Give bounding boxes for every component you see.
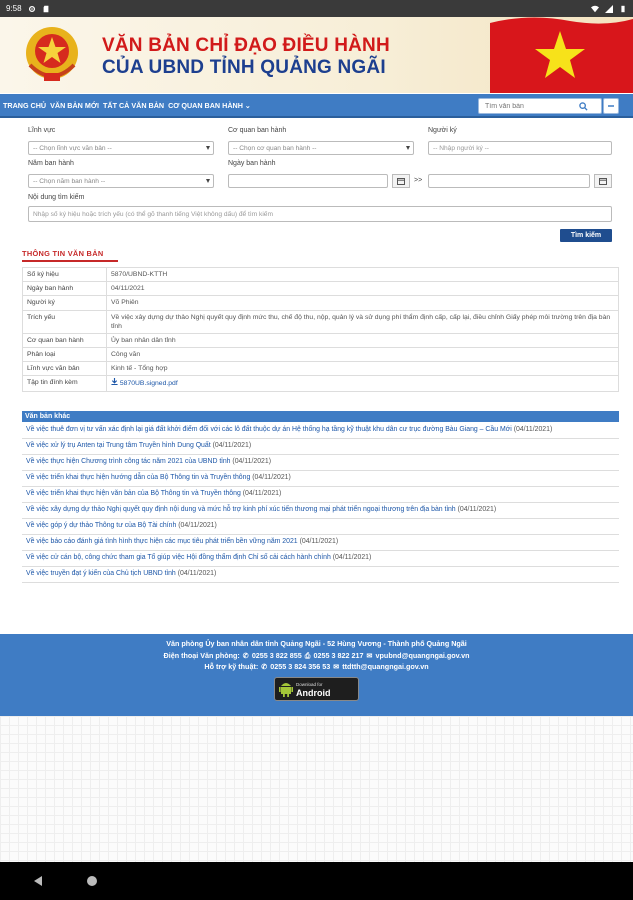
nav-home[interactable]: TRANG CHỦ: [3, 100, 47, 110]
field-label-linh-vuc: Lĩnh vực: [28, 127, 56, 134]
search-input[interactable]: [479, 103, 579, 110]
envelope-icon: ✉: [333, 662, 340, 671]
row-key: Tập tin đính kèm: [23, 376, 107, 391]
row-key: Cơ quan ban hành: [23, 333, 107, 347]
table-row: [23, 376, 619, 391]
list-item[interactable]: [22, 535, 619, 551]
table-row: [23, 310, 619, 333]
row-key: Người ký: [23, 296, 107, 310]
row-key: Trích yếu: [23, 310, 107, 333]
menu-toggle-button[interactable]: [603, 98, 619, 114]
co-quan-select[interactable]: [228, 141, 414, 155]
footer-contact-row: [0, 650, 633, 662]
field-label-nam: Năm ban hành: [28, 160, 74, 167]
envelope-icon: ✉: [366, 650, 373, 660]
list-item[interactable]: [22, 423, 619, 439]
calendar-icon: [599, 177, 607, 185]
nav-issuing-agency[interactable]: [168, 101, 251, 110]
footer-phone[interactable]: 0255 3 822 855: [251, 650, 302, 660]
minus-icon: [607, 102, 615, 110]
row-value: 5870/UBND-KTTH: [107, 268, 619, 282]
banner-title-line2: CỦA UBND TỈNH QUẢNG NGÃI: [102, 57, 386, 78]
field-label-co-quan: Cơ quan ban hành: [228, 127, 287, 134]
nav-new-docs[interactable]: VĂN BẢN MỚI: [50, 100, 99, 110]
row-key: Số ký hiệu: [23, 268, 107, 282]
row-value: Ủy ban nhân dân tỉnh: [107, 333, 619, 347]
row-key: Ngày ban hành: [23, 282, 107, 296]
banner-title-line1: VĂN BẢN CHỈ ĐẠO ĐIỀU HÀNH: [102, 35, 390, 56]
doc-info-table: [22, 267, 619, 392]
badge-small-text: Download for: [296, 681, 323, 687]
doc-date: (04/11/2021): [178, 521, 217, 529]
cellular-icon: [605, 5, 613, 13]
attachment-filename: 5870UB.signed.pdf: [119, 380, 178, 388]
status-bar: [0, 0, 633, 17]
list-item[interactable]: [22, 551, 619, 567]
row-key: Phân loại: [23, 348, 107, 362]
calendar-icon: [397, 177, 405, 185]
doc-date: (04/11/2021): [332, 553, 372, 561]
dropdown-arrow-icon: [206, 179, 210, 183]
phone-icon: ✆: [261, 662, 268, 671]
dropdown-arrow-icon: [406, 146, 410, 150]
list-item[interactable]: [22, 471, 619, 487]
date-from-input[interactable]: [228, 174, 388, 188]
section-title-doc-info: THÔNG TIN VĂN BẢN: [22, 249, 104, 258]
sd-card-icon: [42, 5, 50, 13]
list-item[interactable]: [22, 503, 619, 519]
field-label-nguoi-ky: Người ký: [428, 127, 457, 134]
nam-select[interactable]: [28, 174, 214, 188]
main-nav: [0, 94, 633, 118]
footer-email[interactable]: vpubnd@quangngai.gov.vn: [375, 650, 470, 660]
field-label-ngay: Ngày ban hành: [228, 160, 276, 167]
row-key: Lĩnh vực văn bản: [23, 362, 107, 376]
national-emblem-icon: [24, 25, 80, 85]
table-row: [23, 296, 619, 310]
doc-link[interactable]: Về việc truyền đạt ý kiến của Chủ tịch UBND tỉnh: [26, 569, 176, 577]
row-value: [107, 376, 619, 391]
background-pattern: [0, 716, 633, 862]
row-value: Kinh tế - Tổng hợp: [107, 362, 619, 376]
android-download-badge[interactable]: [274, 677, 359, 701]
footer-tech-email[interactable]: ttdtth@quangngai.gov.vn: [342, 662, 429, 671]
row-value: Công văn: [107, 348, 619, 362]
doc-link[interactable]: Về việc xây dựng dự thảo Nghị quyết quy định nội dung và mức hỗ trợ kinh phí xúc tiến thương mại phát triển ngoại thương trên địa bàn tỉnh: [26, 505, 456, 513]
table-row: [23, 362, 619, 376]
table-row: [23, 333, 619, 347]
date-to-input[interactable]: [428, 174, 590, 188]
doc-date: (04/11/2021): [513, 426, 553, 433]
row-value: Võ Phiên: [107, 296, 619, 310]
other-docs-list: [22, 423, 619, 583]
doc-link[interactable]: Về việc thực hiện Chương trình công tác năm 2021 của UBND tỉnh: [26, 457, 231, 465]
doc-date: (04/11/2021): [252, 473, 291, 481]
nav-search-box: [478, 98, 602, 114]
table-row: [23, 268, 619, 282]
android-icon: [279, 681, 293, 697]
doc-link[interactable]: Về việc góp ý dự thảo Thông tư của Bộ Tài chính: [26, 521, 177, 529]
footer-tech-label: Hỗ trợ kỹ thuật:: [204, 662, 259, 671]
section-underline: [22, 260, 118, 262]
header-banner: [0, 17, 633, 93]
search-button[interactable]: Tìm kiếm: [560, 229, 612, 242]
date-range-separator: >>: [414, 177, 423, 184]
back-icon[interactable]: [32, 875, 44, 887]
nguoi-ky-input[interactable]: -- Nhập người ký --: [428, 141, 612, 155]
nam-select-value: -- Chọn năm ban hành --: [33, 177, 106, 185]
field-label-noi-dung: Nội dung tìm kiếm: [28, 194, 85, 201]
doc-date: (04/11/2021): [212, 441, 252, 449]
table-row: [23, 282, 619, 296]
list-item[interactable]: [22, 519, 619, 535]
footer-tech-phone[interactable]: 0255 3 824 356 53: [270, 662, 331, 671]
row-value: 04/11/2021: [107, 282, 619, 296]
vietnam-flag-icon: [490, 17, 633, 93]
date-to-calendar-button[interactable]: [594, 174, 612, 188]
list-item[interactable]: [22, 487, 619, 503]
doc-date: (04/11/2021): [177, 569, 217, 577]
table-row: [23, 348, 619, 362]
dropdown-arrow-icon: [206, 146, 210, 150]
wifi-icon: [591, 5, 599, 13]
doc-link[interactable]: Về việc triển khai thực hiện hướng dẫn của Bộ Thông tin và Truyền thông: [26, 473, 251, 481]
phone-icon: ✆: [242, 650, 249, 660]
footer-phone-label: Điện thoại Văn phòng:: [163, 650, 240, 660]
co-quan-select-value: -- Chọn cơ quan ban hành --: [233, 144, 317, 152]
doc-link[interactable]: Về việc triển khai thực hiện văn bản của Bộ Thông tin và Truyền thông: [26, 489, 241, 497]
doc-date: (04/11/2021): [232, 457, 271, 465]
keyword-input[interactable]: Nhập số ký hiệu hoặc trích yếu (có thể gõ thanh tiếng Việt không dấu) để tìm kiếm: [28, 206, 612, 222]
list-item[interactable]: [22, 567, 619, 583]
doc-link[interactable]: Về việc thuê đơn vị tư vấn xác định lại giá đất khởi điểm đối với các lô đất thuộc dự án Hệ thống hạ tầng kỹ thuật khu dân cư trục đường Bàu Giang – Cầu Mới: [26, 426, 512, 433]
doc-link[interactable]: Về việc cử cán bộ, công chức tham gia Tổ giúp việc Hội đồng thẩm định Chỉ số cải cách hành chính: [26, 553, 331, 561]
printer-icon: ⎙: [304, 650, 311, 660]
home-icon[interactable]: [86, 875, 98, 887]
doc-date: (04/11/2021): [299, 537, 339, 545]
badge-big-text: Android: [296, 687, 331, 698]
doc-link[interactable]: Về việc xử lý trụ Anten tại Trung tâm Truyền hình Dung Quất: [26, 441, 211, 449]
list-item[interactable]: [22, 439, 619, 455]
list-item[interactable]: [22, 455, 619, 471]
doc-date: (04/11/2021): [457, 505, 497, 513]
clock: 9:58: [6, 4, 22, 13]
chevron-down-icon: ⌄: [244, 100, 251, 110]
linh-vuc-select[interactable]: [28, 141, 214, 155]
settings-icon: [28, 5, 36, 13]
doc-date: (04/11/2021): [242, 489, 282, 497]
date-from-calendar-button[interactable]: [392, 174, 410, 188]
page-footer: [0, 634, 633, 716]
download-icon: [111, 378, 118, 385]
attachment-link[interactable]: [111, 380, 178, 387]
nav-issuing-agency-label: CƠ QUAN BAN HÀNH: [168, 100, 243, 110]
linh-vuc-select-value: -- Chọn lĩnh vực văn bản --: [33, 144, 112, 152]
footer-tech-row: [0, 661, 633, 673]
other-docs-header: Văn bản khác: [22, 411, 619, 422]
doc-link[interactable]: Về việc báo cáo đánh giá tình hình thực hiện các mục tiêu phát triển bền vững năm 2021: [26, 537, 298, 545]
battery-icon: [619, 5, 627, 13]
system-nav-bar: [0, 862, 633, 900]
nav-all-docs[interactable]: TẤT CẢ VĂN BẢN: [102, 100, 165, 110]
footer-address: Văn phòng Ủy ban nhân dân tỉnh Quảng Ngãi - 52 Hùng Vương - Thành phố Quảng Ngãi: [166, 639, 467, 648]
row-value: Về việc xây dựng dự thảo Nghị quyết quy định mức thu, chế độ thu, nộp, quản lý và sử dụng phí thẩm định cấp, cấp lại, điều chỉnh Giấy phép môi trường trên địa bàn tỉnh: [107, 310, 619, 333]
search-icon[interactable]: [579, 102, 588, 111]
footer-fax: 0255 3 822 217: [313, 650, 364, 660]
